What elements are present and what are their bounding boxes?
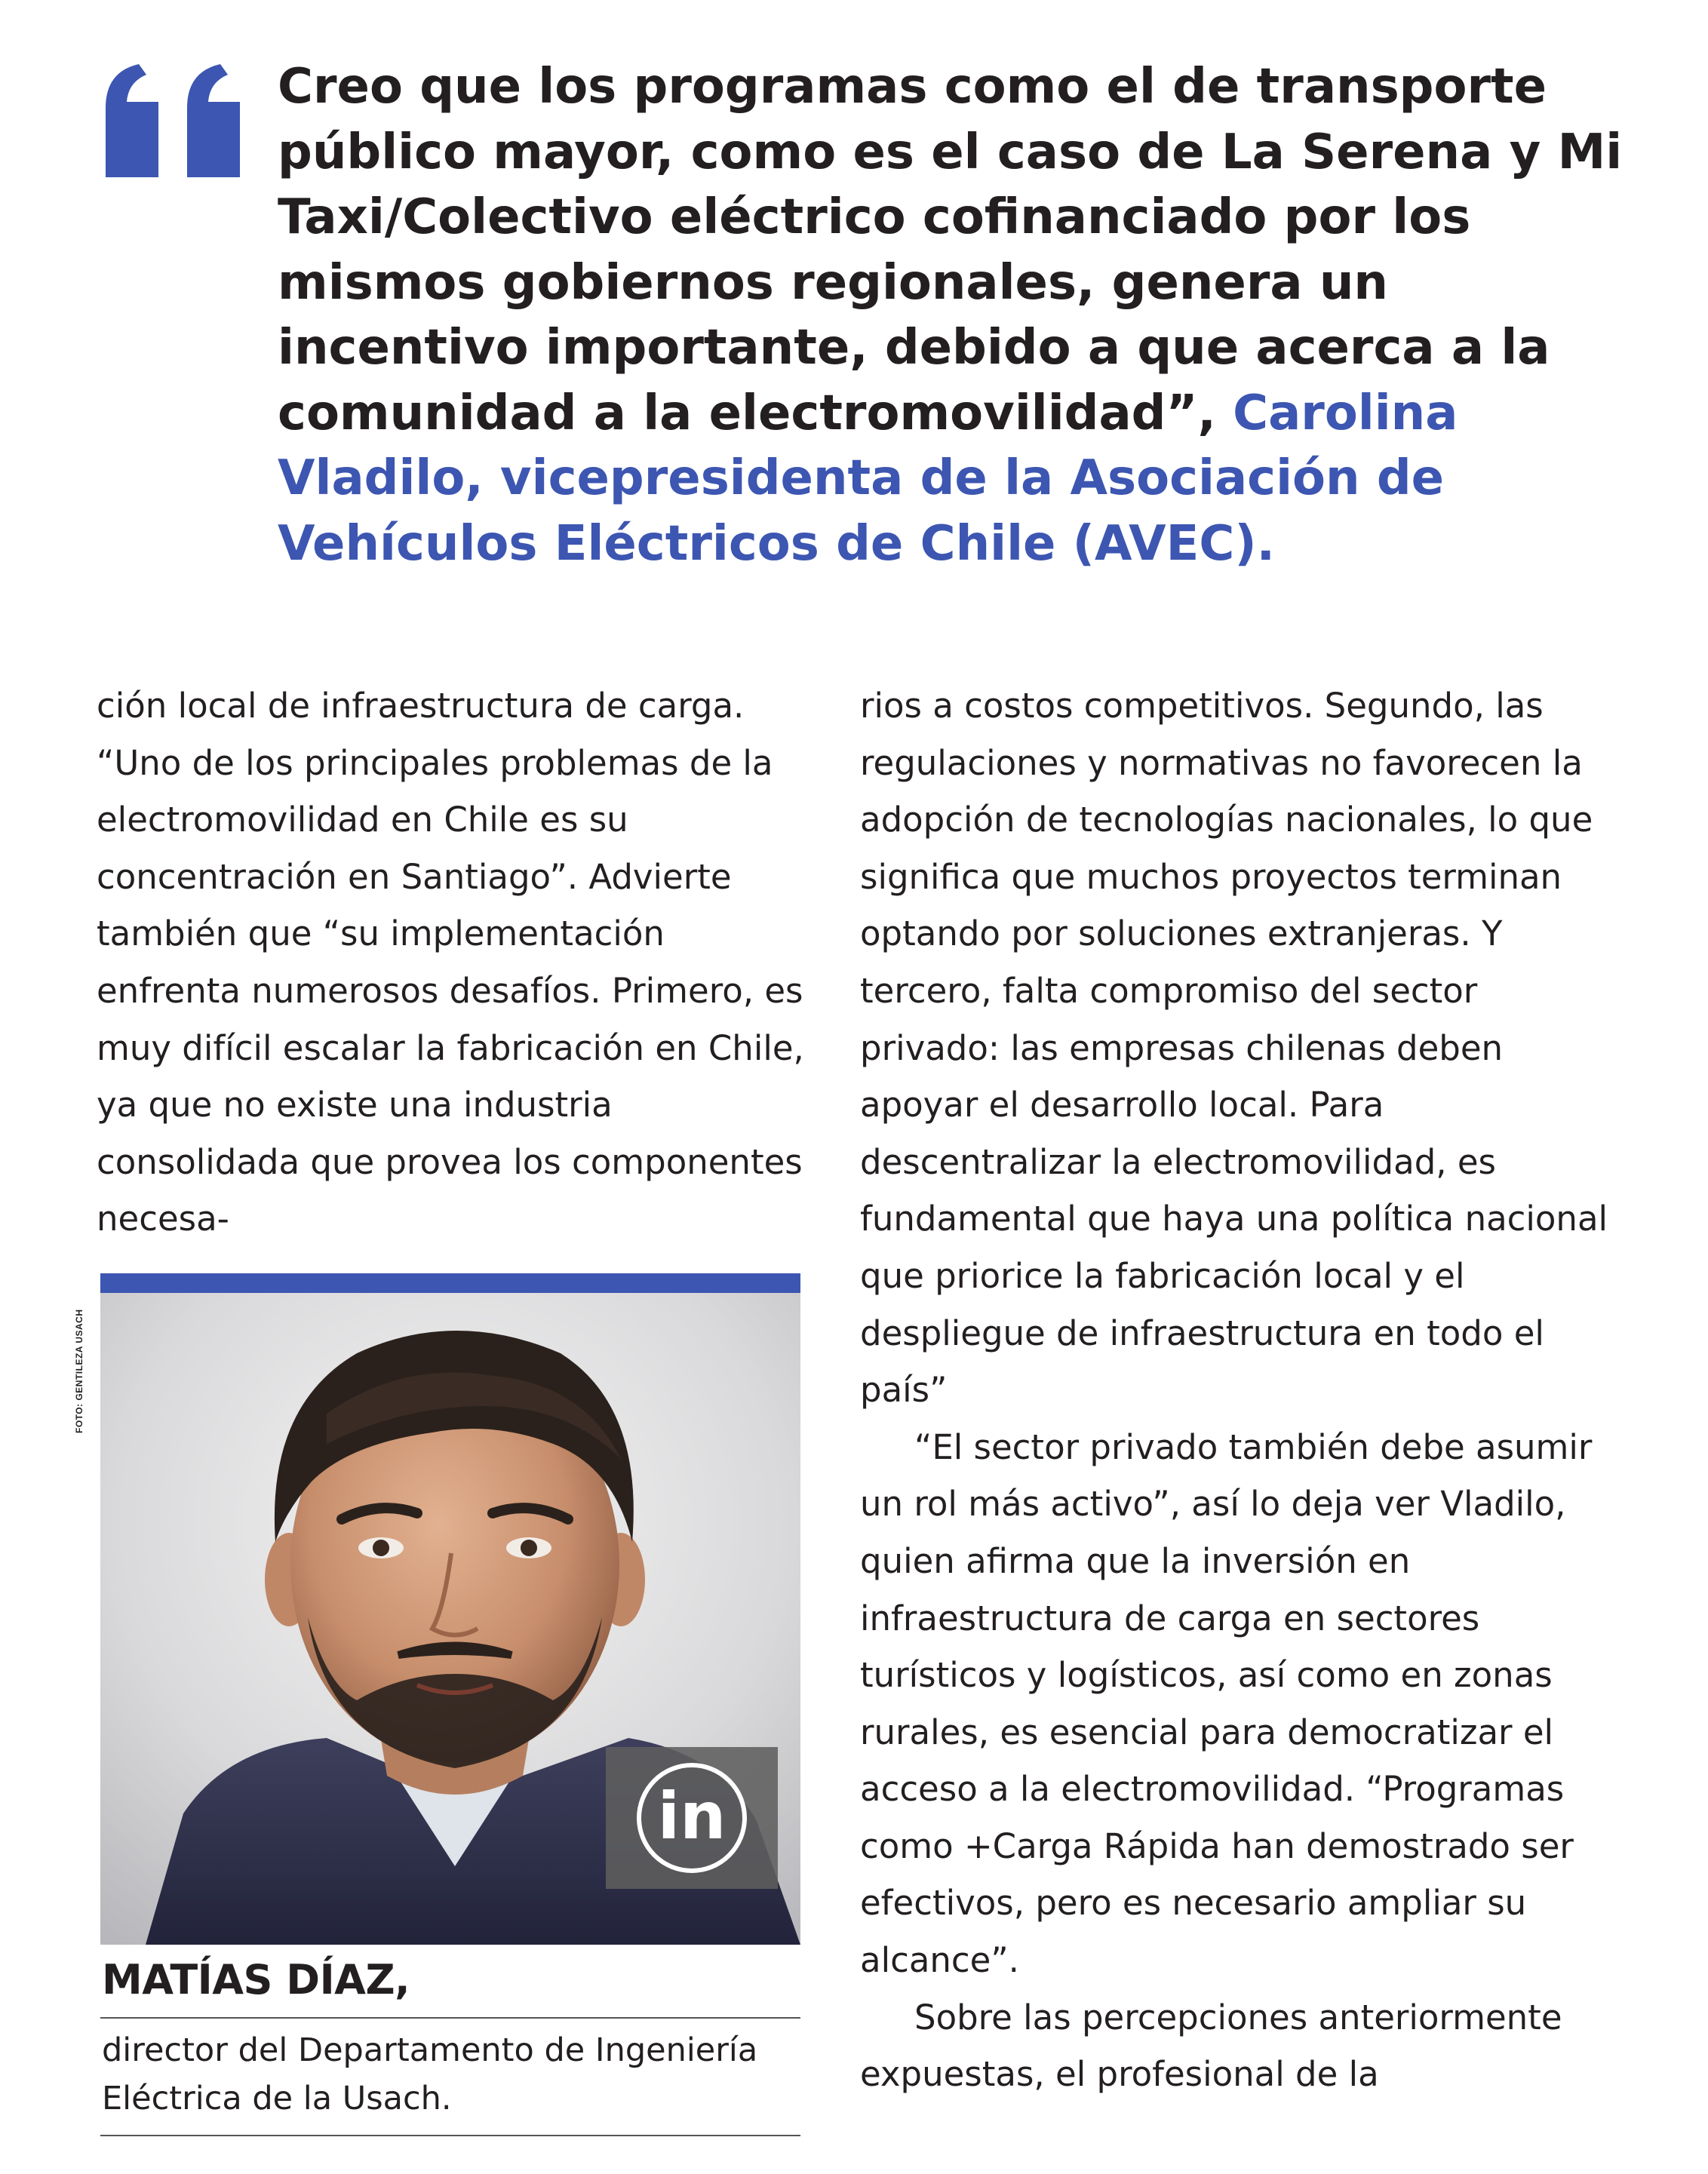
body-column-left	[97, 677, 806, 1248]
linkedin-icon	[606, 1747, 778, 1889]
photo-accent-bar	[100, 1273, 800, 1293]
body-column-right	[860, 677, 1614, 2103]
body-paragraph: Sobre las percepciones anteriormente expuestas, el profesional de la	[860, 1997, 1562, 2095]
profile-name: MATÍAS DÍAZ,	[102, 1956, 410, 2004]
profile-photo-frame	[100, 1273, 800, 1945]
body-paragraph: rios a costos competitivos. Segundo, las regulaciones y normativas no favorecen la adopción de tecnologías nacionales, lo que significa que muchos proyectos terminan optando por soluciones extranjeras. Y tercero, falta compromiso del sector privado: las empresas chilenas deben apoyar el desarrollo local. Para descentralizar la electromovilidad, es fundamental que haya una política nacional que priorice la fabricación local y el despliegue de infraestructura en todo el país”	[860, 686, 1608, 1411]
linkedin-button[interactable]	[606, 1747, 778, 1889]
body-paragraph: “El sector privado también debe asumir un rol más activo”, así lo deja ver Vladilo, quien afirma que la inversión en infraestructura de carga en sectores turísticos y logísticos, así como en zonas rurales, es esencial para democratizar el acceso a la electromovilidad. “Programas como +Carga Rápida han demostrado ser efectivos, pero es necesario ampliar su alcance”.	[860, 1426, 1593, 1981]
pull-quote-text: Creo que los programas como el de transporte público mayor, como es el caso de La Serena y Mi Taxi/Colectivo eléctrico cofinanciado por los mismos gobiernos regionales, genera un incentivo importante, debido a que acerca a la comunidad a la electromovilidad”,	[278, 59, 1623, 441]
profile-divider-bottom	[100, 2135, 800, 2136]
pull-quote	[278, 54, 1636, 576]
body-paragraph: ción local de infraestructura de carga. “Uno de los principales problemas de la electromovilidad en Chile es su concentración en Santiago”. Advierte también que “su implementación enfrenta numerosos desafíos. Primero, es muy difícil escalar la fabricación en Chile, ya que no existe una industria consolidada que provea los componentes necesa-	[97, 686, 804, 1239]
profile-divider-top	[100, 2017, 800, 2019]
profile-role: director del Departamento de Ingeniería Eléctrica de la Usach.	[102, 2031, 758, 2117]
pull-quote-attribution: Carolina Vladilo, vicepresidenta de la Asociación de Vehículos Eléctricos de Chile (AVEC).	[278, 385, 1458, 572]
open-quote-mark-icon	[106, 64, 249, 177]
photo-credit: FOTO: GENTILEZA USACH	[74, 1309, 84, 1433]
linkedin-label: in	[657, 1779, 727, 1854]
